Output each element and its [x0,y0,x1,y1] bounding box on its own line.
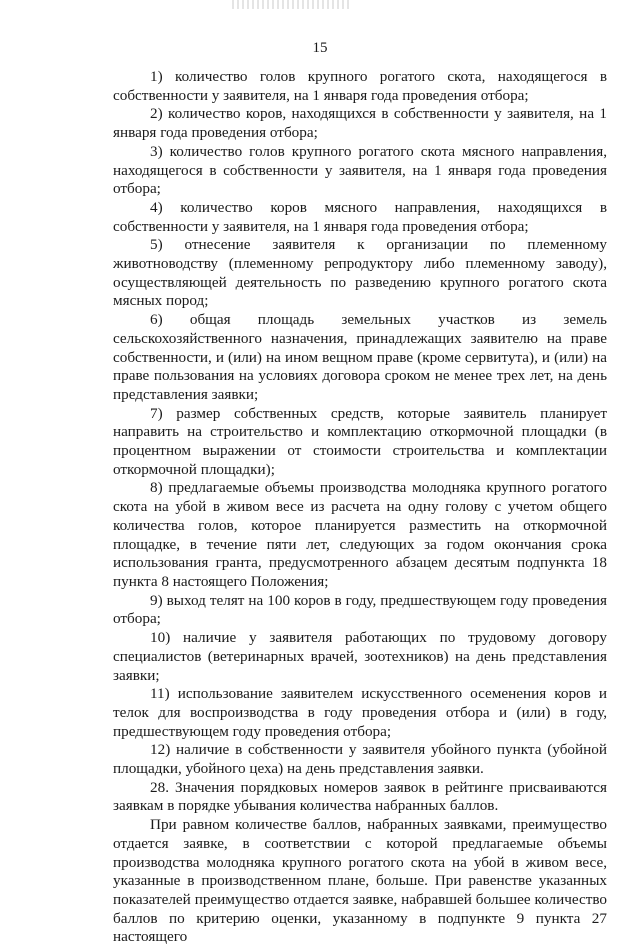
paragraph-item-2: 2) количество коров, находящихся в собственности у заявителя, на 1 января года проведения отбора; [113,105,607,142]
page-number: 15 [312,40,328,56]
paragraph-item-10: 10) наличие у заявителя работающих по трудовому договору специалистов (ветеринарных врачей, зоотехников) на день представления заявки; [113,629,607,684]
scan-artifact [232,0,352,9]
paragraph-item-5: 5) отнесение заявителя к организации по племенному животноводству (племенному репродуктору либо племенному заводу), осуществляющей деятельность по разведению крупного рогатого скота мясных пород; [113,236,607,310]
paragraph-clause-28: 28. Значения порядковых номеров заявок в рейтинге присваиваются заявкам в порядке убывания количества набранных баллов. [113,778,607,815]
paragraph-item-9: 9) выход телят на 100 коров в году, предшествующем году проведения отбора; [113,591,607,628]
document-body [113,68,607,947]
paragraph-item-12: 12) наличие в собственности у заявителя убойного пункта (убойной площадки, убойного цеха) на день представления заявки. [113,741,607,778]
paragraph-item-4: 4) количество коров мясного направления, находящихся в собственности у заявителя, на 1 января года проведения отбора; [113,198,607,235]
paragraph-item-7: 7) размер собственных средств, которые заявитель планирует направить на строительство и комплектацию откормочной площадки (в процентном выражении от стоимости строительства и комплектации откормочной площадки); [113,404,607,478]
paragraph-item-3: 3) количество голов крупного рогатого скота мясного направления, находящегося в собственности у заявителя, на 1 января года проведения отбора; [113,142,607,198]
paragraph-tie-break: При равном количестве баллов, набранных заявками, преимущество отдается заявке, в соответствии с которой предлагаемые объемы производства молодняка крупного рогатого скота на убой в живом весе, указанные в производственном плане, больше. При равенстве указанных показателей преимущество отдается заявке, набравшей большее количество баллов по критерию оценки, указанному в подпункте 9 пункта 27 настоящего [113,816,607,946]
paragraph-item-6: 6) общая площадь земельных участков из земель сельскохозяйственного назначения, принадлежащих заявителю на праве собственности, и (или) на ином вещном праве (кроме сервитута), и (или) на праве пользования на условиях договора сроком не менее трех лет, на день представления заявки; [113,311,607,403]
paragraph-item-11: 11) использование заявителем искусственного осеменения коров и телок для воспроизводства в году проведения отбора и (или) в году, предшествующем году проведения отбора; [113,685,607,740]
paragraph-item-1: 1) количество голов крупного рогатого скота, находящегося в собственности у заявителя, на 1 января года проведения отбора; [113,68,607,104]
paragraph-item-8: 8) предлагаемые объемы производства молодняка крупного рогатого скота на убой в живом весе из расчета на одну голову с учетом общего количества голов, которое планируется разместить на откормочной площадке, в течение пяти лет, следующих за годом окончания срока использования гранта, предусмотренного абзацем десятым подпункта 18 пункта 8 настоящего Положения; [113,479,607,590]
